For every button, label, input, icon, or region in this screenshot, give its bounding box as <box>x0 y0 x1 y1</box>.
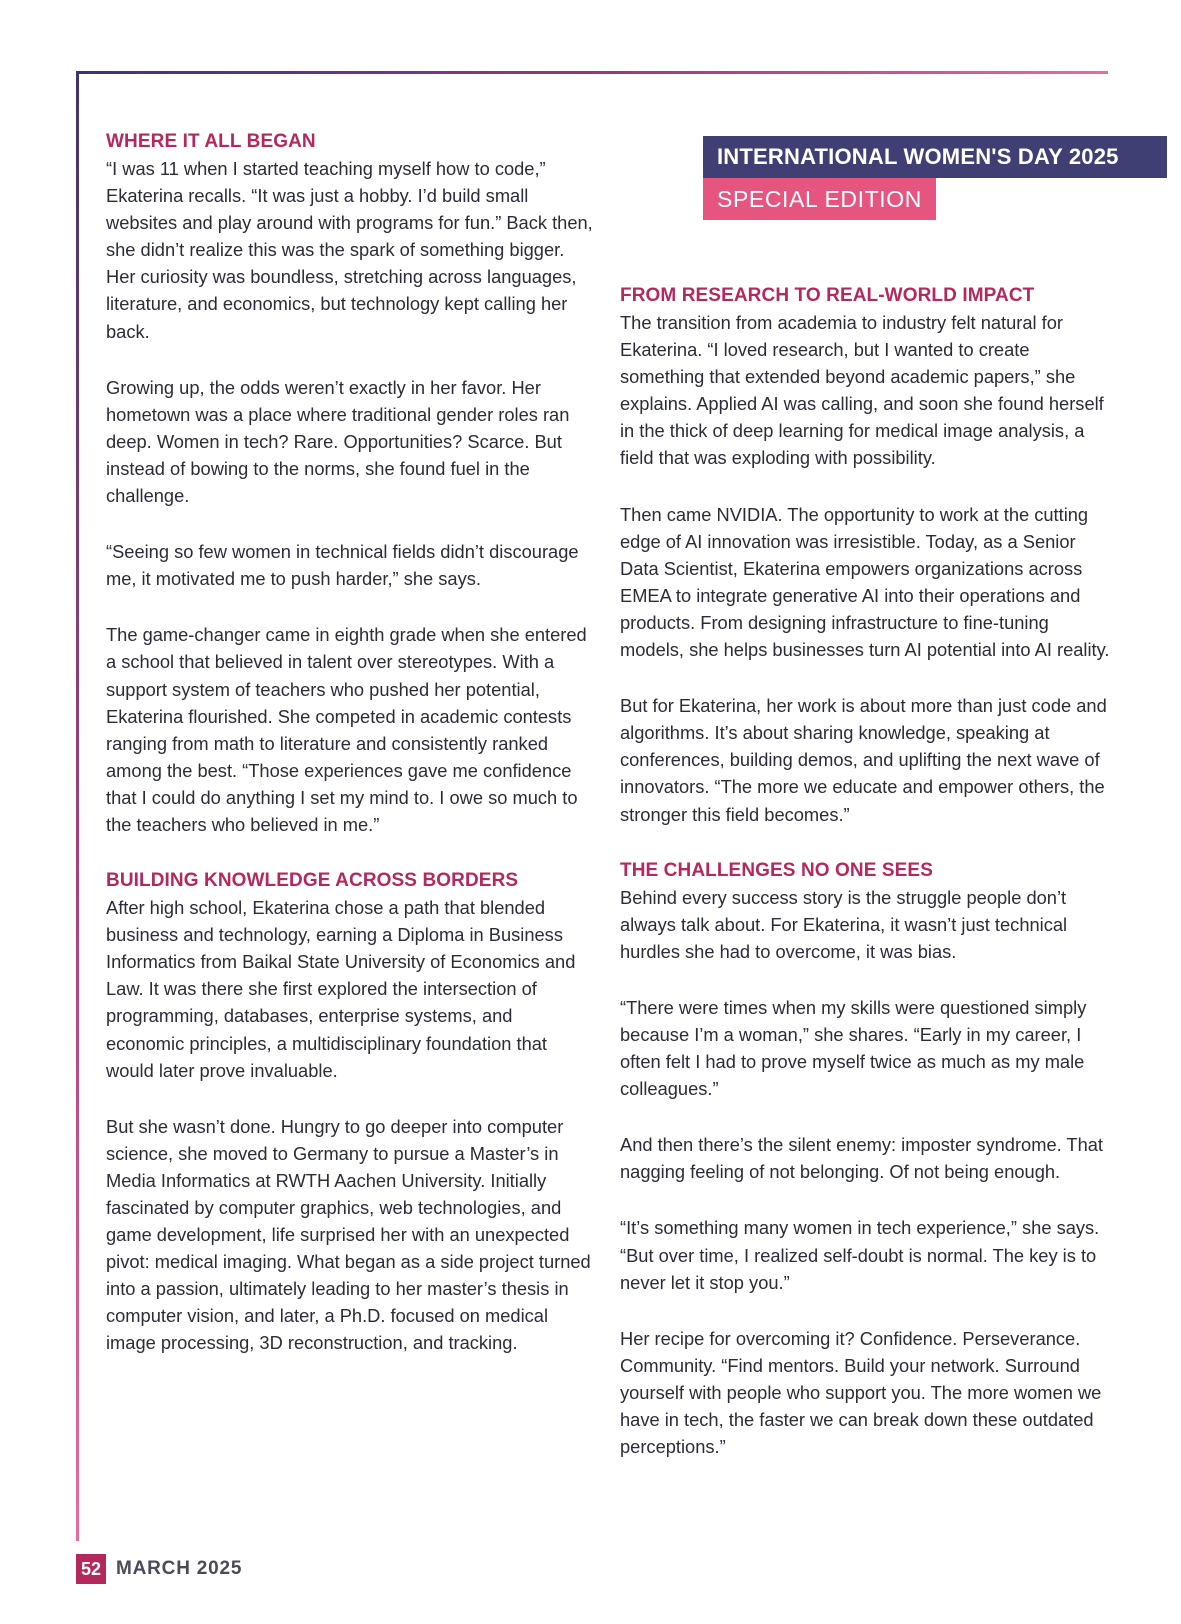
paragraph: The transition from academia to industry felt natural for Ekaterina. “I loved research, but I wanted to create something that extended beyond academic papers,” she explains. Applied AI was calling, and soon she found herself in the thick of deep learning for medical image analysis, a field that was exploding with possibility. <box>620 312 1104 469</box>
paragraph: After high school, Ekaterina chose a path that blended business and technology, earning a Diploma in Business Informatics from Baikal State University of Economics and Law. It was there she first explored the intersection of programming, databases, enterprise systems, and economic principles, a multidisciplinary foundation that would later prove invaluable. <box>106 897 576 1081</box>
paragraph: Growing up, the odds weren’t exactly in her favor. Her hometown was a place where traditional gender roles ran deep. Women in tech? Rare. Opportunities? Scarce. But instead of bowing to the norms, she found fuel in the challenge. <box>106 376 570 507</box>
edition-banner <box>703 136 1167 220</box>
paragraph: Behind every success story is the struggle people don’t always talk about. For Ekaterina, it wasn’t just technical hurdles she had to overcome, it was bias. <box>620 886 1068 962</box>
banner-title: INTERNATIONAL WOMEN'S DAY 2025 <box>703 136 1167 178</box>
issue-date: MARCH 2025 <box>116 1558 243 1579</box>
paragraph: The game-changer came in eighth grade when she entered a school that believed in talent over stereotypes. With a support system of teachers who pushed her potential, Ekaterina flourished. She competed in academic contests ranging from math to literature and consistently ranked among the best. “Those experiences gave me confidence that I could do anything I set my mind to. I owe so much to the teachers who believed in me.” <box>106 624 587 835</box>
paragraph: But she wasn’t done. Hungry to go deeper into computer science, she moved to Germany to pursue a Master’s in Media Informatics at RWTH Aachen University. Initially fascinated by computer graphics, web technologies, and game development, life surprised her with an unexpected pivot: medical imaging. What began as a side project turned into a passion, ultimately leading to her master’s thesis in computer vision, and later, a Ph.D. focused on medical image processing, 3D reconstruction, and tracking. <box>106 1115 591 1354</box>
paragraph: “I was 11 when I started teaching myself how to code,” Ekaterina recalls. “It was just a hobby. I’d build small websites and play around with programs for fun.” Back then, she didn’t realize this was the spark of something bigger. Her curiosity was boundless, stretching across languages, literature, and economics, but technology kept calling her back. <box>106 158 593 342</box>
right-column <box>620 282 1110 1489</box>
paragraph: “Seeing so few women in technical fields didn’t discourage me, it motivated me to push harder,” she says. <box>106 541 579 590</box>
paragraph: And then there’s the silent enemy: imposter syndrome. That nagging feeling of not belonging. Of not being enough. <box>620 1134 1104 1183</box>
paragraph: “It’s something many women in tech experience,” she says. “But over time, I realized self-doubt is normal. The key is to never let it stop you.” <box>620 1217 1100 1293</box>
section-heading: WHERE IT ALL BEGAN <box>106 131 316 152</box>
paragraph: Then came NVIDIA. The opportunity to work at the cutting edge of AI innovation was irresistible. Today, as a Senior Data Scientist, Ekaterina empowers organizations across EMEA to integrate generative AI into their operations and products. From designing infrastructure to fine-tuning models, she helps businesses turn AI potential into AI reality. <box>620 503 1110 661</box>
section-heading: BUILDING KNOWLEDGE ACROSS BORDERS <box>106 870 519 892</box>
section-heading: FROM RESEARCH TO REAL-WORLD IMPACT <box>620 285 1035 306</box>
section-heading: THE CHALLENGES NO ONE SEES <box>620 859 933 881</box>
paragraph: But for Ekaterina, her work is about more than just code and algorithms. It’s about sharing knowledge, speaking at conferences, building demos, and uplifting the next wave of innovators. “The more we educate and empower others, the stronger this field becomes.” <box>620 695 1107 825</box>
paragraph: “There were times when my skills were questioned simply because I’m a woman,” she shares. “Early in my career, I often felt I had to prove myself twice as much as my male colleagues.” <box>620 996 1087 1100</box>
paragraph: Her recipe for overcoming it? Confidence. Perseverance. Community. “Find mentors. Build your network. Surround yourself with people who support you. The more women we have in tech, the faster we can break down these outdated perceptions.” <box>620 1327 1102 1458</box>
left-rule <box>76 71 79 1541</box>
top-rule <box>76 71 1108 74</box>
banner-subtitle: SPECIAL EDITION <box>703 178 936 220</box>
left-column <box>106 128 594 1386</box>
page-number: 52 <box>76 1554 106 1584</box>
page-footer <box>76 1554 242 1584</box>
